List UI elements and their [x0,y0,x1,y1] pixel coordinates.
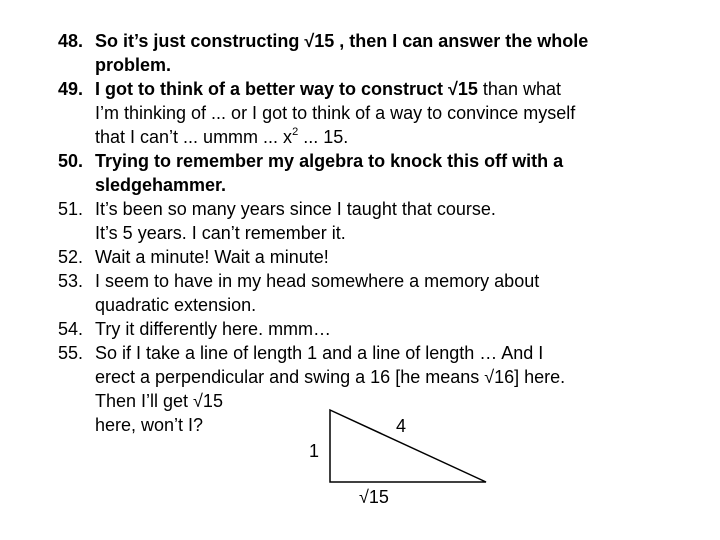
item-text: Trying to remember my algebra to knock this off with a [95,151,564,171]
item-number: 51. [58,199,84,219]
hypotenuse-label: 4 [396,416,407,436]
item-text: Then I’ll get √15 [95,391,223,411]
item-text: erect a perpendicular and swing a 16 [he means √16] here. [95,367,566,387]
item-text-regular: than what [477,79,561,99]
triangle-shape [330,410,486,482]
item-text-part: that I can’t ... ummm ... x [95,127,293,147]
item-number: 52. [58,247,84,267]
item-text: problem. [95,55,172,75]
item-text: here, won’t I? [95,415,204,435]
item-text: sledgehammer. [95,175,227,195]
item-number: 48. [58,31,84,51]
item-text-bold: I got to think of a better way to construct √15 [95,79,478,99]
item-text: Try it differently here. mmm… [95,319,332,339]
item-number: 49. [58,79,84,99]
base-label: √15 [359,487,389,507]
item-text: So if I take a line of length 1 and a line of length … And I [95,343,544,363]
item-number: 55. [58,343,84,363]
item-text: It’s been so many years since I taught that course. [95,199,496,219]
item-text: Wait a minute! Wait a minute! [95,247,329,267]
vertical-side-label: 1 [309,441,320,461]
item-text: quadratic extension. [95,295,257,315]
item-text: It’s 5 years. I can’t remember it. [95,223,346,243]
item-number: 54. [58,319,84,339]
item-number: 53. [58,271,84,291]
item-text-part: ... 15. [298,127,349,147]
item-text: So it’s just constructing √15 , then I can answer the whole [95,31,589,51]
item-text: I’m thinking of ... or I got to think of a way to convince myself [95,103,576,123]
item-text: I seem to have in my head somewhere a memory about [95,271,540,291]
item-number: 50. [58,151,84,171]
superscript: 2 [292,126,299,138]
